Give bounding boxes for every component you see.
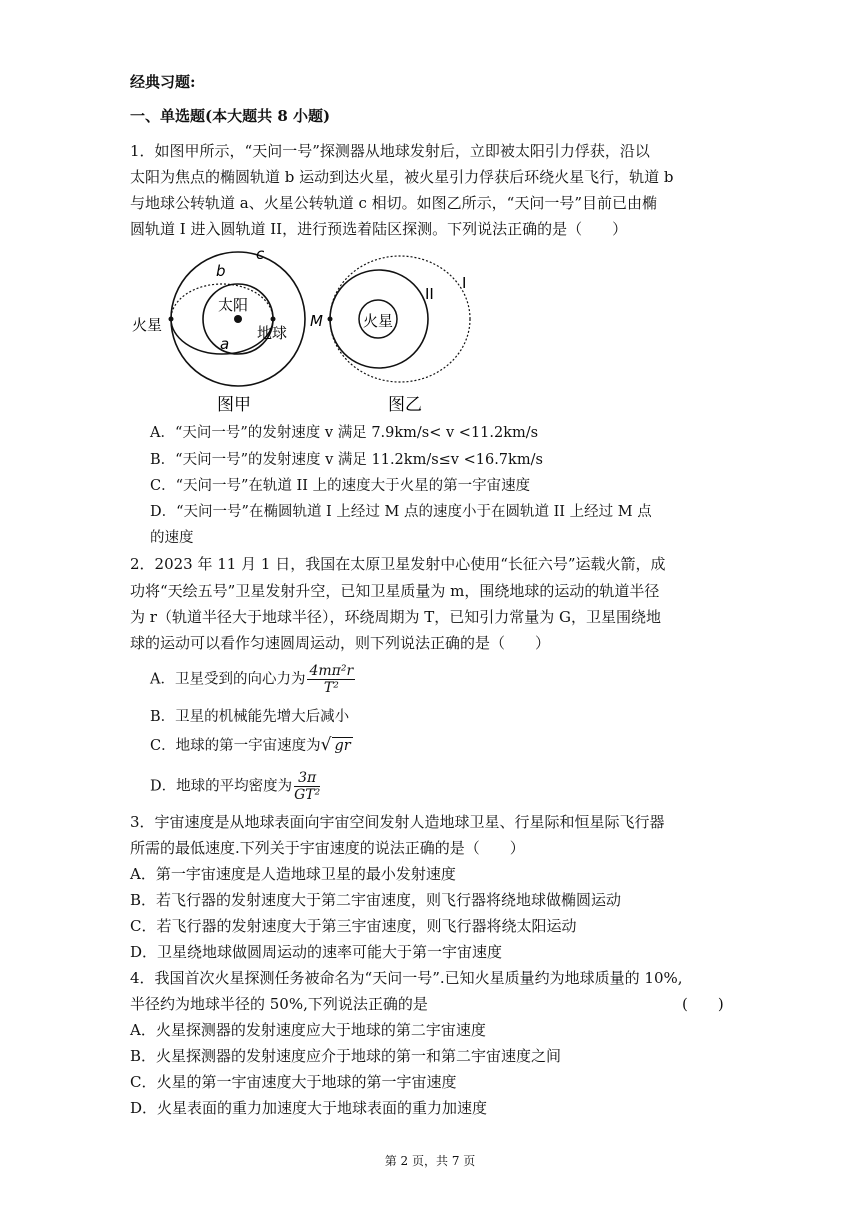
q4-option-d: D．火星表面的重力加速度大于地球表面的重力加速度	[130, 1099, 488, 1117]
q1-option-c: C．“天问一号”在轨道 II 上的速度大于火星的第一宇宙速度	[150, 478, 531, 494]
figure-yi	[306, 246, 486, 418]
q4-line: 半径约为地球半径的 50%,下列说法正确的是	[130, 995, 428, 1013]
q3-option-c: C．若飞行器的发射速度大于第三宇宙速度，则飞行器将绕太阳运动	[130, 917, 577, 935]
q2-option-b: B．卫星的机械能先增大后减小	[150, 709, 350, 725]
q1-line: 圆轨道 I 进入圆轨道 II，进行预选着陆区探测。下列说法正确的是（ ）	[130, 220, 628, 238]
fraction-numerator: 3π	[294, 770, 320, 787]
q4-answer-paren: ( )	[682, 995, 724, 1013]
q4-option-b: B．火星探测器的发射速度应介于地球的第一和第二宇宙速度之间	[130, 1047, 562, 1065]
q4-option-a: A．火星探测器的发射速度应大于地球的第二宇宙速度	[130, 1021, 486, 1039]
fraction-denominator: T²	[323, 680, 339, 696]
q3-line: 3．宇宙速度是从地球表面向宇宙空间发射人造地球卫星、行星际和恒星际飞行器	[130, 813, 665, 831]
heading: 经典习题:	[130, 73, 196, 91]
q1-line: 太阳为焦点的椭圆轨道 b 运动到达火星，被火星引力俘获后环绕火星飞行，轨道 b	[130, 168, 674, 186]
label-b: b	[216, 262, 226, 280]
q3-option-d: D．卫星绕地球做圆周运动的速率可能大于第一宇宙速度	[130, 943, 503, 961]
q1-option-d-cont: 的速度	[150, 530, 194, 546]
label-mars: 火星	[132, 316, 163, 334]
figure-jia	[128, 246, 308, 418]
q1-option-b: B．“天问一号”的发射速度 v 满足 11.2km/s≤v <16.7km/s	[150, 452, 543, 468]
q1-option-d: D．“天问一号”在椭圆轨道 I 上经过 M 点的速度小于在圆轨道 II 上经过 M 点	[150, 504, 652, 520]
q3-option-b: B．若飞行器的发射速度大于第二宇宙速度，则飞行器将绕地球做椭圆运动	[130, 891, 622, 909]
q1-line: 与地球公转轨道 a、火星公转轨道 c 相切。如图乙所示，“天问一号”目前已由椭	[130, 194, 657, 212]
sqrt-icon: √	[320, 735, 332, 755]
q2-option-a-text: A．卫星受到的向心力为	[150, 671, 306, 688]
q2-option-a-fraction	[307, 663, 355, 696]
q2-option-d-text: D．地球的平均密度为	[150, 778, 293, 795]
label-a: a	[220, 335, 230, 353]
fraction-denominator: GT²	[294, 787, 321, 803]
q2-line: 为 r（轨道半径大于地球半径），环绕周期为 T，已知引力常量为 G，卫星围绕地	[130, 608, 661, 626]
sqrt-expression: gr	[334, 738, 351, 754]
q2-line: 球的运动可以看作匀速圆周运动，则下列说法正确的是（ ）	[130, 634, 551, 652]
sun-dot	[234, 315, 242, 323]
label-c: c	[256, 246, 265, 263]
q3-option-a: A．第一宇宙速度是人造地球卫星的最小发射速度	[130, 865, 456, 883]
q2-option-c-text: C．地球的第一宇宙速度为	[150, 738, 321, 754]
label-I: I	[462, 274, 467, 292]
earth-dot	[271, 317, 276, 322]
q2-option-c	[150, 735, 353, 756]
page-footer: 第 2 页，共 7 页	[384, 1154, 476, 1168]
caption-jia: 图甲	[217, 395, 251, 415]
q3-line: 所需的最低速度.下列关于宇宙速度的说法正确的是（ ）	[130, 839, 525, 857]
mars-dot	[169, 317, 174, 322]
section-title: 一、单选题(本大题共 8 小题)	[130, 107, 331, 125]
point-M	[328, 317, 333, 322]
label-sun: 太阳	[218, 296, 249, 314]
label-II: II	[425, 285, 434, 303]
label-earth: 地球	[257, 324, 288, 342]
label-M: M	[310, 312, 323, 330]
q4-option-c: C．火星的第一宇宙速度大于地球的第一宇宙速度	[130, 1073, 457, 1091]
q2-option-d-fraction	[294, 770, 320, 803]
q2-line: 2．2023 年 11 月 1 日，我国在太原卫星发射中心使用“长征六号”运载火箭，成	[130, 555, 666, 573]
q2-option-a	[150, 663, 355, 696]
q2-option-d	[150, 770, 320, 803]
q1-option-a: A．“天问一号”的发射速度 v 满足 7.9km/s< v <11.2km/s	[150, 425, 539, 441]
q1-line: 1．如图甲所示，“天问一号”探测器从地球发射后，立即被太阳引力俘获，沿以	[130, 142, 650, 160]
caption-yi: 图乙	[388, 395, 422, 415]
fraction-numerator: 4mπ²r	[309, 663, 354, 679]
label-mars-yi: 火星	[363, 312, 394, 330]
q4-line: 4．我国首次火星探测任务被命名为“天问一号”.已知火星质量约为地球质量的 10%,	[130, 969, 683, 987]
q2-line: 功将“天绘五号”卫星发射升空，已知卫星质量为 m，围绕地球的运动的轨道半径	[130, 582, 660, 600]
